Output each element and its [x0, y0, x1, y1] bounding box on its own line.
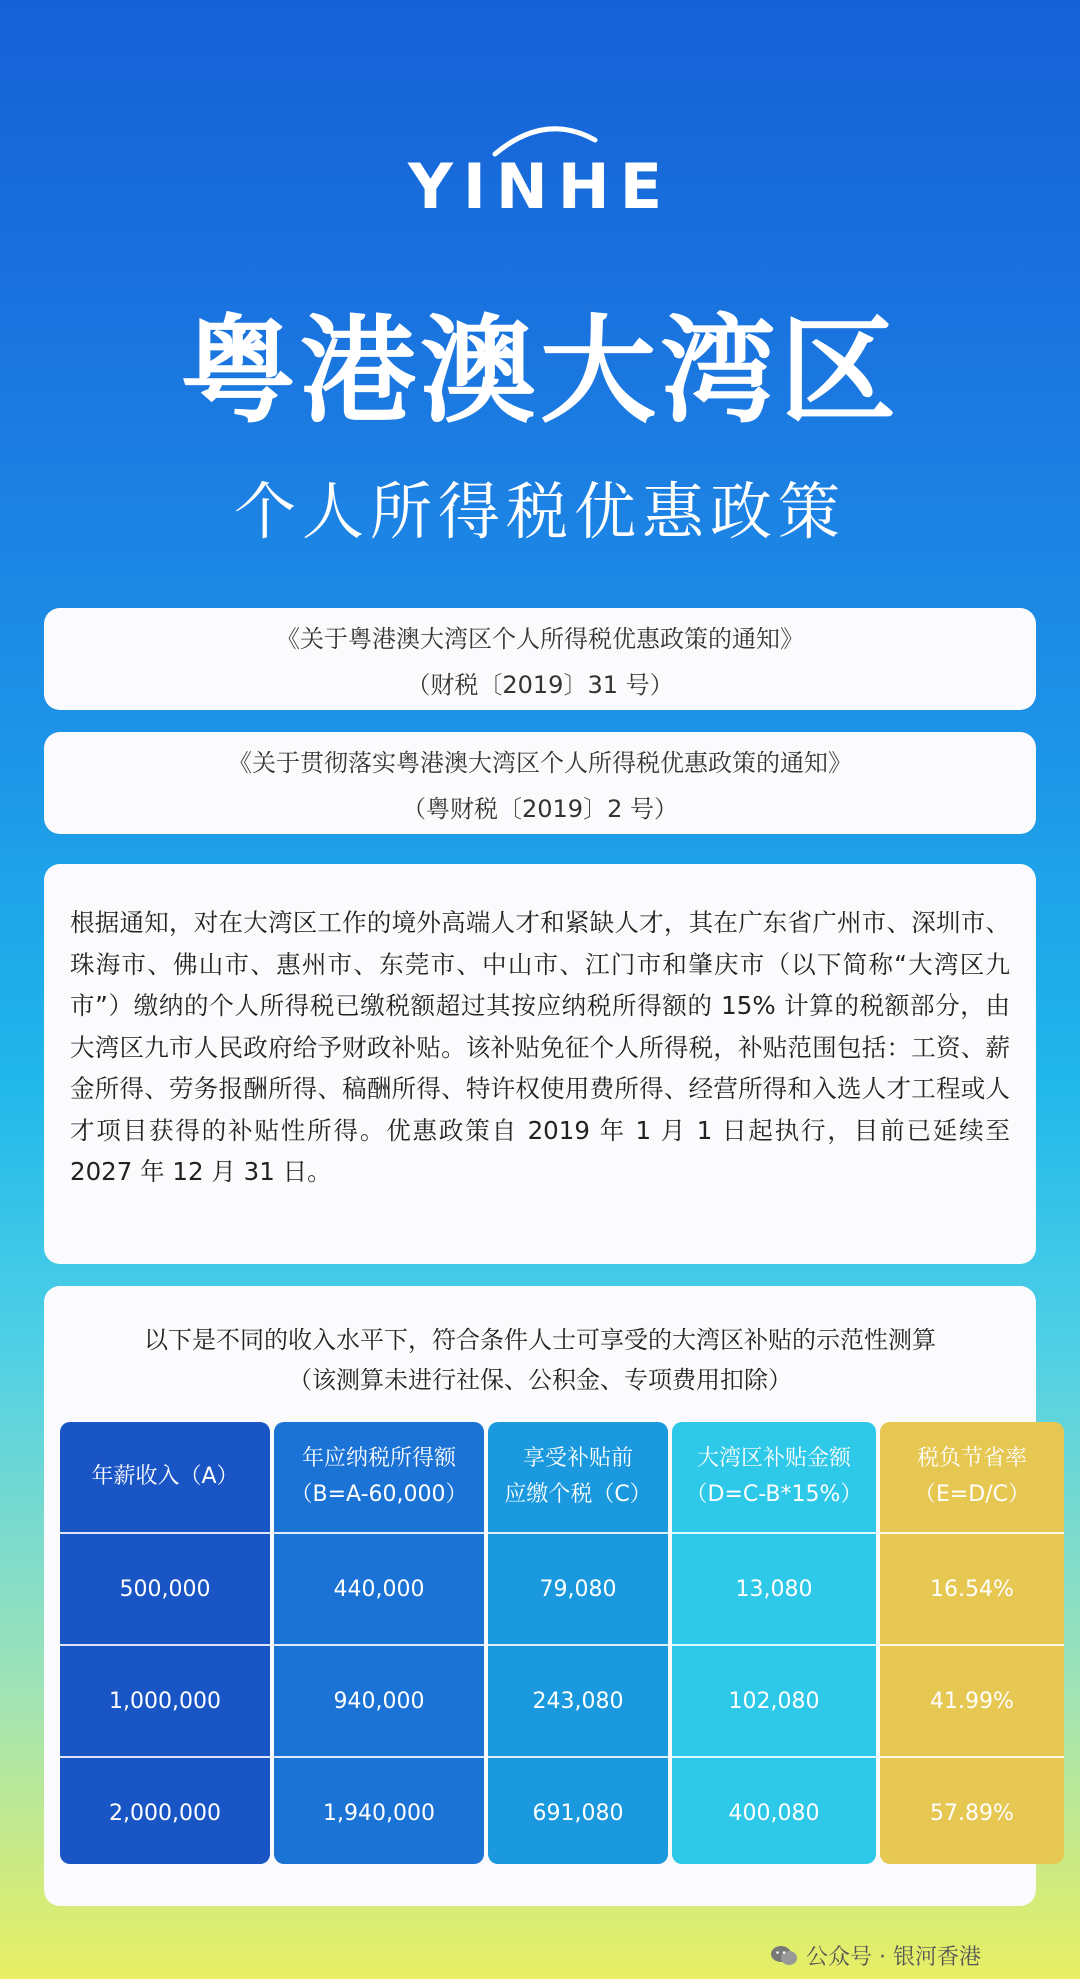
column-header-line1: 税负节省率 — [916, 1446, 1027, 1471]
column-header-line2: 应缴个税（C） — [504, 1482, 652, 1507]
notice-code: （粤财税〔2019〕2 号） — [402, 795, 678, 823]
table-cell: 2,000,000 — [60, 1756, 270, 1864]
table-cell: 1,000,000 — [60, 1644, 270, 1756]
table-cell: 57.89% — [880, 1756, 1064, 1864]
table-cell: 16.54% — [880, 1532, 1064, 1644]
column-subsidy-amount — [672, 1422, 876, 1864]
table-intro-line1: 以下是不同的收入水平下，符合条件人士可享受的大湾区补贴的示范性测算 — [144, 1326, 936, 1354]
table-intro-line2: （该测算未进行社保、公积金、专项费用扣除） — [288, 1366, 792, 1394]
column-header — [488, 1422, 668, 1532]
policy-description-card — [44, 864, 1036, 1264]
column-taxable-income — [274, 1422, 484, 1864]
column-header-line1: 年薪收入（A） — [91, 1464, 239, 1489]
column-header-line2: （E=D/C） — [913, 1482, 1031, 1507]
notice-title: 《关于粤港澳大湾区个人所得税优惠政策的通知》 — [276, 625, 804, 653]
column-header-line1: 享受补贴前 — [522, 1446, 633, 1471]
column-header — [60, 1422, 270, 1532]
column-header-line2: （D=C-B*15%） — [685, 1482, 863, 1507]
table-cell: 13,080 — [672, 1532, 876, 1644]
table-cell: 102,080 — [672, 1644, 876, 1756]
page-title: 粤港澳大湾区 — [180, 304, 900, 439]
table-cell: 500,000 — [60, 1532, 270, 1644]
subsidy-table-card — [44, 1286, 1036, 1906]
table-cell: 440,000 — [274, 1532, 484, 1644]
brand-logo: YINHE — [407, 150, 673, 223]
table-cell: 79,080 — [488, 1532, 668, 1644]
wechat-icon — [770, 1945, 798, 1967]
column-header-line2: （B=A-60,000） — [290, 1482, 468, 1507]
column-annual-income — [60, 1422, 270, 1864]
page-subtitle: 个人所得税优惠政策 — [233, 475, 846, 548]
table-cell: 940,000 — [274, 1644, 484, 1756]
table-cell: 691,080 — [488, 1756, 668, 1864]
column-header-line1: 大湾区补贴金额 — [696, 1446, 851, 1471]
column-header — [672, 1422, 876, 1532]
notice-code: （财税〔2019〕31 号） — [406, 671, 674, 699]
table-cell: 1,940,000 — [274, 1756, 484, 1864]
table-cell: 243,080 — [488, 1644, 668, 1756]
column-header — [880, 1422, 1064, 1532]
table-cell: 41.99% — [880, 1644, 1064, 1756]
column-header — [274, 1422, 484, 1532]
table-cell: 400,080 — [672, 1756, 876, 1864]
column-tax-before-subsidy — [488, 1422, 668, 1864]
wechat-watermark — [770, 1940, 981, 1971]
column-header-line1: 年应纳税所得额 — [301, 1446, 456, 1471]
policy-description: 根据通知，对在大湾区工作的境外高端人才和紧缺人才，其在广东省广州市、深圳市、珠海市、佛山市、惠州市、东莞市、中山市、江门市和肇庆市（以下简称“大湾区九市”）缴纳的个人所得税已缴税额超过其按应纳税所得额的 15% 计算的税额部分，由大湾区九市人民政府给予财政补贴。该补贴免征个人所得税，补贴范围包括：工资、薪金所得、劳务报酬所得、稿酬所得、特许权使用费所得、经营所得和入选人才工程或人才项目获得的补贴性所得。优惠政策自 2019 年 1 月 1 日起执行，目前已延续至 2027 年 12 月 31 日。 — [70, 908, 1010, 1186]
notice-title: 《关于贯彻落实粤港澳大湾区个人所得税优惠政策的通知》 — [228, 749, 852, 777]
notice-card-2 — [44, 732, 1036, 834]
notice-card-1 — [44, 608, 1036, 710]
watermark-text: 公众号 · 银河香港 — [806, 1945, 981, 1970]
table-intro — [44, 1320, 1036, 1400]
column-tax-saving-rate — [880, 1422, 1064, 1864]
